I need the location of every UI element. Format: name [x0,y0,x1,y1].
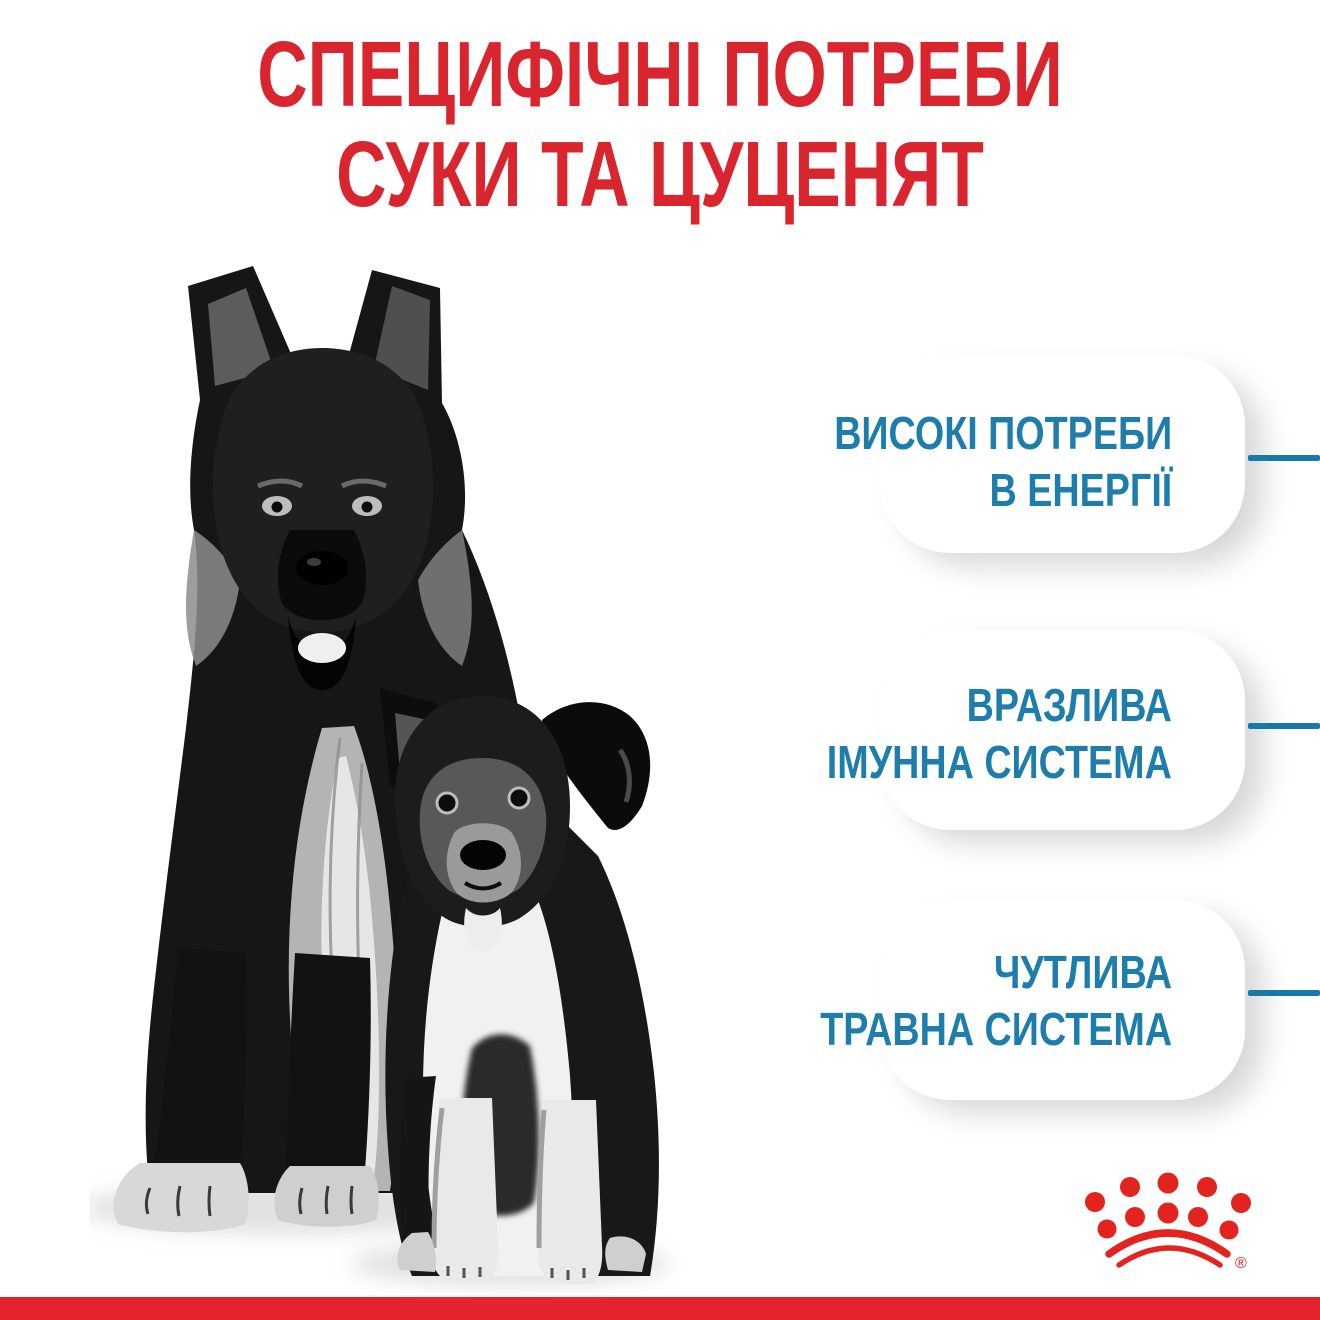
dogs-photo-illustration [90,258,750,1308]
callout-immune-line-1: ВРАЗЛИВА [966,679,1172,731]
dogs-photo [90,258,750,1308]
crown-arcs [1109,1233,1227,1265]
callout-energy [760,405,1172,519]
registered-mark: ® [1235,1255,1247,1272]
page-title [0,24,1320,224]
title-line-1: СПЕЦИФІЧНІ ПОТРЕБИ [257,22,1063,126]
title-line-2: СУКИ ТА ЦУЦЕНЯТ [336,122,984,226]
callout-digestive [743,944,1172,1058]
callout-digestive-line-1: ЧУТЛИВА [993,946,1172,998]
royal-canin-crown-logo [1073,1162,1253,1282]
callout-immune-line-2: ІМУННА СИСТЕМА [826,736,1172,788]
callout-immune [751,677,1172,791]
callout-energy-line-2: В ЕНЕРГІЇ [989,464,1172,516]
bottom-red-bar [0,1297,1320,1320]
connector-line-energy [1248,455,1320,461]
callout-energy-line-1: ВИСОКІ ПОТРЕБИ [833,407,1172,459]
connector-line-immune [1248,723,1320,729]
connector-line-digestive [1248,990,1320,996]
german-shepherd-puppy [380,688,659,1284]
callout-digestive-line-2: ТРАВНА СИСТЕМА [820,1003,1172,1055]
